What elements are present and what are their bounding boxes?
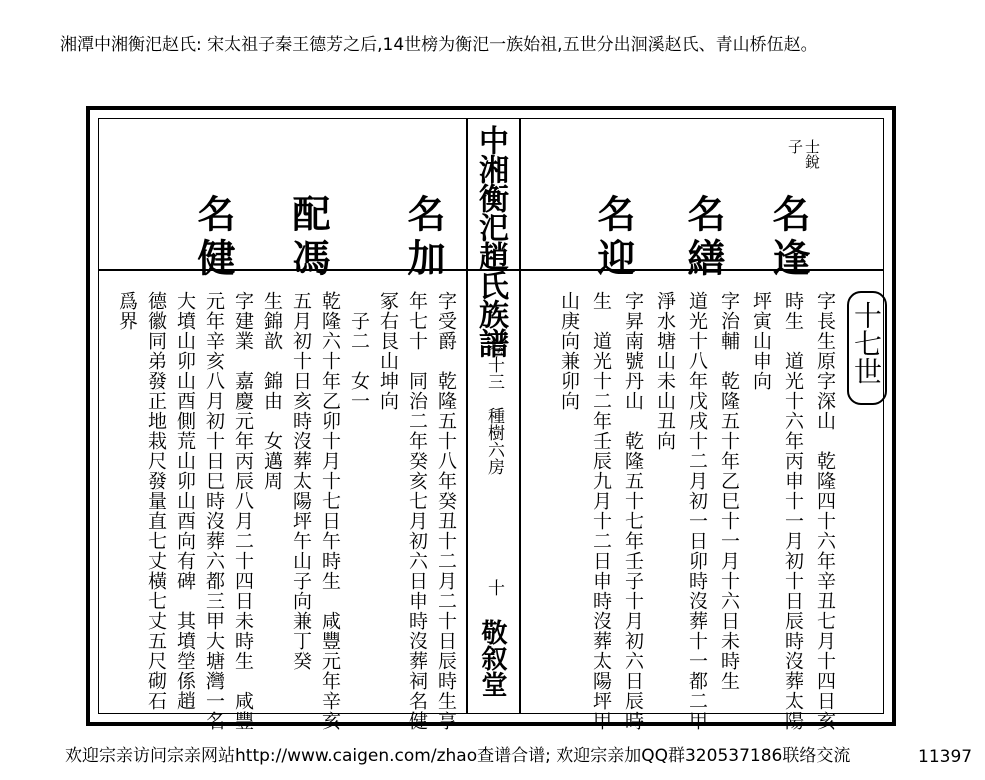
generation-box [847, 291, 887, 405]
text-column: 爲界 [116, 291, 138, 331]
name-feng: 名逢 [766, 194, 811, 282]
text-column: 生錦歆 錦由 女邁周 [261, 291, 283, 491]
text-column: 山庚向兼卯向 [558, 291, 580, 411]
spine-volume: 卷十三 種樹六房 [484, 339, 504, 475]
text-column: 元年辛亥八月初十日巳時沒葬六都三甲大塘灣一名 [203, 291, 225, 731]
page-frame [98, 118, 884, 731]
text-column: 道光十八年戊戌十二月初一日卯時沒葬十一都二甲 [686, 291, 708, 731]
text-column: 字治輔 乾隆五十年乙巳十一月十六日未時生 [718, 291, 740, 691]
top-note-right: 士銳 [803, 139, 821, 169]
text-column: 字受爵 乾隆五十八年癸丑十二月二十日辰時生享 [435, 291, 457, 731]
page-number: 11397 [918, 747, 973, 767]
spine-hall: 敬叙堂 [477, 619, 507, 697]
name-ying: 名迎 [591, 194, 636, 282]
text-column: 五月初十日亥時沒葬太陽坪午山子向兼丁癸 [290, 291, 312, 671]
text-column: 淨水塘山未山丑向 [654, 291, 676, 451]
text-column: 子二 女一 [348, 311, 370, 411]
spine-title: 中湘衡汜趙氏族譜 [473, 125, 508, 357]
generation-label: 十七世 [850, 301, 883, 385]
spouse-feng: 配馮 [286, 194, 331, 282]
text-column: 冢右艮山坤向 [377, 291, 399, 411]
genealogy-page [86, 106, 896, 731]
spine-page: 十 [484, 579, 504, 596]
top-note-left: 子 [786, 139, 804, 154]
text-column: 時生 道光十六年丙申十一月初十日辰時沒葬太陽 [782, 291, 804, 731]
name-jia: 名加 [401, 194, 446, 282]
text-column: 大墳山卯山酉側荒山卯山酉向有碑 其墳塋係趙 [174, 291, 196, 711]
footer-caption: 欢迎宗亲访问宗亲网站http://www.caigen.com/zhao查谱合谱; 欢迎宗亲加QQ群320537186联络交流 [65, 746, 851, 766]
text-column: 字建業 嘉慶元年丙辰八月二十四日未時生 咸豐 [232, 291, 254, 731]
text-column: 德徽同弟發正地栽尺發量直七丈橫七丈五尺砌石 [145, 291, 167, 711]
text-column: 乾隆六十年乙卯十月十七日午時生 咸豐元年辛亥 [319, 291, 341, 731]
text-column: 字昇南號丹山 乾隆五十七年壬子十月初六日辰時 [622, 291, 644, 731]
text-column: 坪寅山申向 [750, 291, 772, 391]
text-column: 年七十 同治二年癸亥七月初六日申時沒葬祠名健 [406, 291, 428, 731]
text-column: 字長生原字深山 乾隆四十六年辛丑七月十四日亥 [814, 291, 836, 731]
spine-line-right [519, 119, 521, 713]
header-caption: 湘潭中湘衡汜赵氏: 宋太祖子秦王德芳之后,14世榜为衡汜一族始祖,五世分出洄溪赵氏、青山桥伍赵。 [60, 35, 818, 55]
text-column: 生 道光十二年壬辰九月十二日申時沒葬太陽坪甲 [590, 291, 612, 731]
name-jian: 名健 [191, 194, 236, 282]
spine-line-left [466, 119, 468, 713]
name-shan: 名繕 [681, 194, 726, 282]
